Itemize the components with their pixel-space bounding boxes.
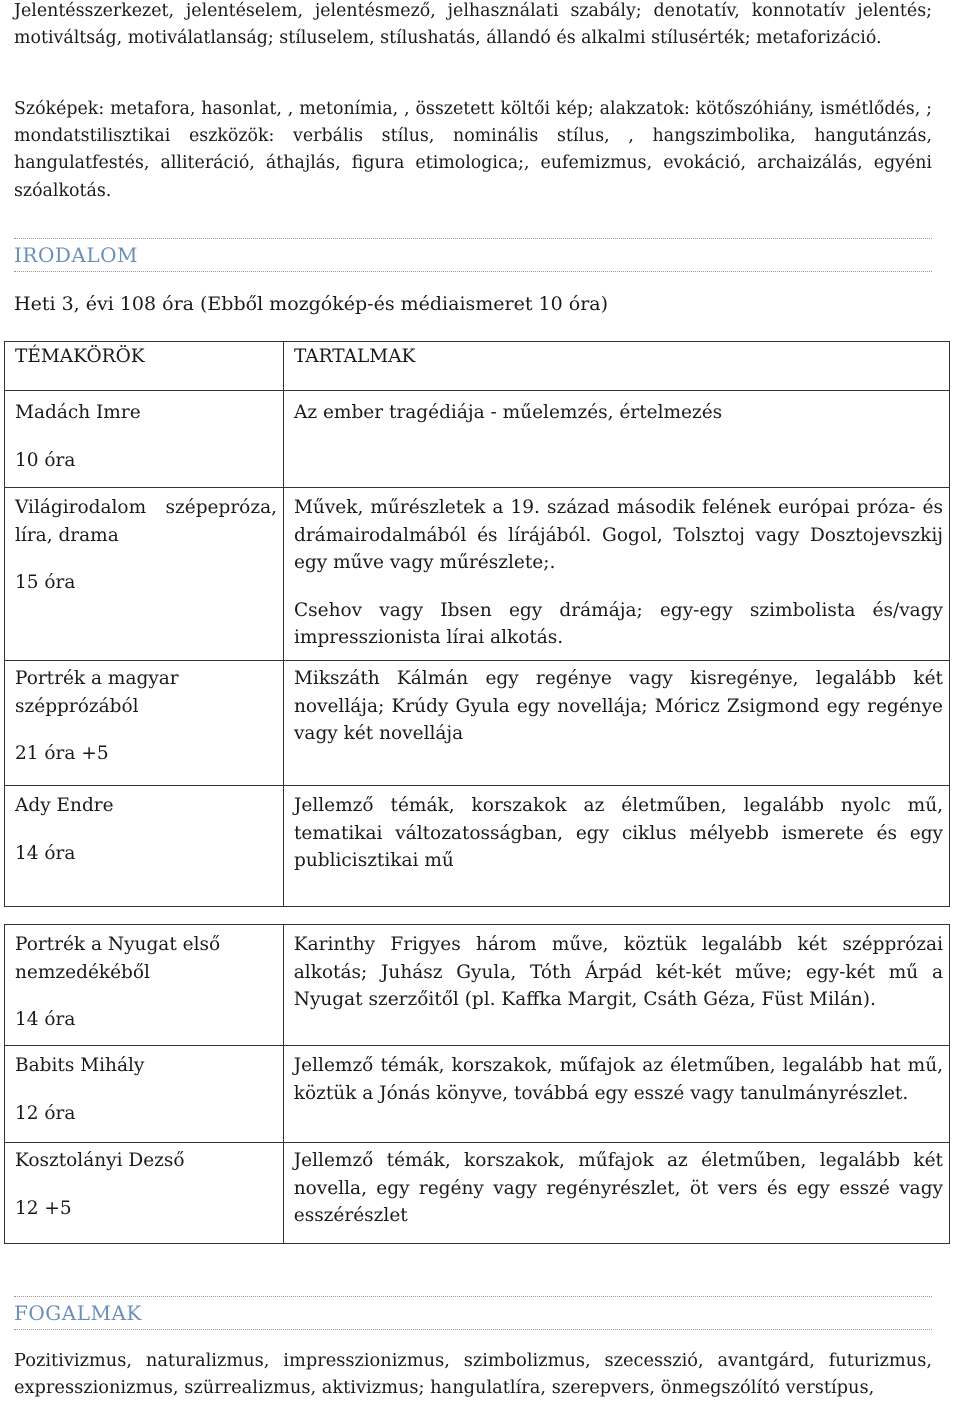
- topic-name: Ady Endre: [15, 795, 114, 816]
- topic-hours: 14 óra: [15, 842, 76, 864]
- content-text: Jellemző témák, korszakok az életműben, legalább nyolc mű, tematikai változatosságban, egy ciklus mélyebb ismerete és egy publicisztikai mű: [293, 795, 943, 871]
- content-text: Csehov vagy Ibsen egy drámája; egy-egy szimbolista és/vagy impresszionista lírai alkotás.: [293, 599, 943, 648]
- topic-name: Babits Mihály: [15, 1055, 145, 1076]
- content-cell: [283, 786, 949, 907]
- topic-hours: 12 óra: [15, 1102, 76, 1124]
- content-cell: [283, 391, 949, 488]
- topic-name: Portrék a magyar szépprózából: [15, 668, 179, 717]
- table-row: [5, 1143, 950, 1244]
- topic-cell: [5, 661, 284, 786]
- content-cell: [283, 925, 949, 1046]
- topic-hours: 10 óra: [15, 449, 76, 471]
- fogalmak-text: Pozitivizmus, naturalizmus, impresszionizmus, szimbolizmus, szecesszió, avantgárd, futurizmus, expresszionizmus, szürrealizmus, aktivizmus; hangulatlíra, szerepvers, önmegszólító verstípus,: [14, 1350, 932, 1398]
- topic-hours: 21 óra +5: [15, 743, 109, 764]
- irodalom-intro: Heti 3, évi 108 óra (Ebből mozgókép-és médiaismeret 10 óra): [14, 293, 609, 315]
- topic-cell: [5, 488, 284, 661]
- curriculum-table-continued: [4, 924, 950, 1244]
- topic-hours: 12 +5: [15, 1197, 72, 1219]
- fogalmak-heading-text: FOGALMAK: [14, 1301, 142, 1325]
- topic-cell: [5, 925, 284, 1046]
- topic-name: Kosztolányi Dezső: [15, 1150, 185, 1171]
- content-text: Művek, műrészletek a 19. század második felének európai próza- és drámairodalmából és lírájából. Gogol, Tolsztoj vagy Dosztojevszkij egy műve vagy műrészlete;.: [293, 497, 943, 573]
- header-contents-label: TARTALMAK: [293, 346, 416, 367]
- topic-name: Világirodalom szépepróza, líra, drama: [15, 497, 277, 546]
- header-topics-label: TÉMAKÖRÖK: [15, 346, 145, 367]
- table-row: [5, 391, 950, 488]
- header-topics: [5, 342, 284, 391]
- table-row: [5, 1046, 950, 1143]
- section-heading-fogalmak: [14, 1296, 932, 1330]
- topic-cell: [5, 786, 284, 907]
- curriculum-table: [4, 341, 950, 907]
- content-text: Jellemző témák, korszakok, műfajok az életműben, legalább hat mű, köztük a Jónás könyve, továbbá egy esszé vagy tanulmányrészlet.: [293, 1055, 943, 1104]
- section-heading-irodalom: [14, 238, 932, 272]
- content-text: Mikszáth Kálmán egy regénye vagy kisregénye, legalább két novellája; Krúdy Gyula egy novellája; Móricz Zsigmond egy regénye vagy két novellája: [293, 668, 943, 744]
- topic-cell: [5, 1143, 284, 1244]
- table-row: [5, 488, 950, 661]
- table-row: [5, 661, 950, 786]
- paragraph-semantics: Jelentésszerkezet, jelentéselem, jelentésmező, jelhasználati szabály; denotatív, konnotatív jelentés; motiváltság, motiválatlanság; stíluselem, stílushatás, állandó és alkalmi stílusérték; metaforizáció.: [14, 1, 932, 49]
- topic-name: Madách Imre: [15, 402, 141, 423]
- content-cell: [283, 488, 949, 661]
- content-cell: [283, 1143, 949, 1244]
- table-header-row: [5, 342, 950, 391]
- topic-hours: 14 óra: [15, 1009, 76, 1030]
- table-row: [5, 786, 950, 907]
- table-row: [5, 925, 950, 1046]
- content-text: Karinthy Frigyes három műve, köztük legalább két szépprózai alkotás; Juhász Gyula, Tóth Árpád két-két műve; egy-két mű a Nyugat szerzőitől (pl. Kaffka Margit, Csáth Géza, Füst Milán).: [293, 934, 943, 1010]
- paragraph-stylistics: Szóképek: metafora, hasonlat, , metonímia, , összetett költői kép; alakzatok: kötőszóhiány, ismétlődés, ; mondatstilisztikai eszközök: verbális stílus, nominális stílus, , hangszimbolika, hangutánzás, hangulatfestés, alliteráció, áthajlás, figura etimologica;, eufemizmus, evokáció, archaizálás, egyéni szóalkotás.: [14, 99, 932, 201]
- content-cell: [283, 661, 949, 786]
- topic-cell: [5, 391, 284, 488]
- header-contents: [283, 342, 949, 391]
- content-text: Jellemző témák, korszakok, műfajok az életműben, legalább két novella, egy regény vagy regényrészlet, öt vers és egy esszé vagy esszérészlet: [293, 1150, 943, 1226]
- topic-hours: 15 óra: [15, 572, 76, 593]
- content-cell: [283, 1046, 949, 1143]
- topic-cell: [5, 1046, 284, 1143]
- content-text: Az ember tragédiája - műelemzés, értelmezés: [293, 402, 723, 423]
- topic-name: Portrék a Nyugat első nemzedékéből: [15, 934, 221, 983]
- irodalom-heading-text: IRODALOM: [14, 243, 138, 267]
